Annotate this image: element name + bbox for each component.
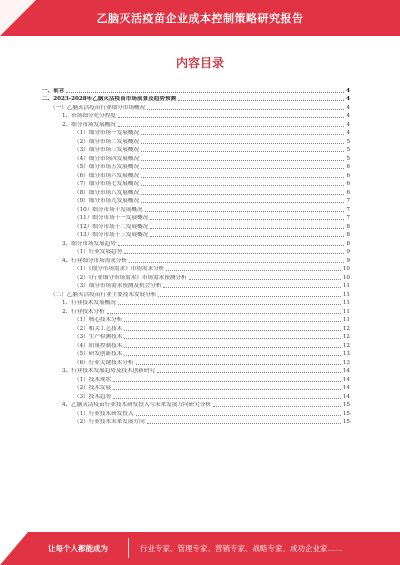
toc-entry-title: （12）细分市场十二发展概况 [74,223,149,230]
toc-entry[interactable] [42,197,350,206]
toc-entry-title: 1、行业技术发展概况 [62,300,116,306]
toc-entry-title: 2、行业技术分析 [62,308,105,315]
toc-dot-leader [124,355,341,356]
toc-entry-title: （9）细分市场九发展概况 [74,198,140,204]
toc-entry-title: （8）细分市场八发展概况 [74,189,140,196]
toc-entry[interactable] [42,188,350,197]
toc-entry-title: 2、细分市场发展概况 [62,121,116,128]
toc-dot-leader [141,185,344,186]
toc-entry-page-number: 11 [342,291,350,298]
toc-dot-leader [129,262,344,263]
toc-dot-leader [124,321,341,322]
toc-entry-title: （1）细分市场一发展概况 [74,130,140,136]
footer-slogan-right: 行业专家、管理专家、营销专家、战略专家、成功企业家…… [140,544,343,553]
toc-entry[interactable] [42,358,350,367]
toc-dot-leader [118,245,345,246]
toc-entry-title: （4）细分市场四发展概况 [74,155,140,162]
toc-entry-page-number: 14 [342,385,350,391]
toc-entry-page-number: 15 [342,402,350,408]
toc-entry[interactable] [42,103,350,112]
toc-entry[interactable] [42,180,350,189]
toc-dot-leader [124,338,341,339]
toc-entry-page-number: 8 [346,223,350,230]
toc-dot-leader [107,313,341,314]
toc-dot-leader [145,211,345,212]
toc-entry[interactable] [42,401,350,410]
toc-dot-leader [189,279,341,280]
toc-entry-title: （11）细分市场十一发展概况 [74,215,149,221]
toc-entry[interactable] [42,154,350,163]
toc-entry[interactable] [42,231,350,240]
toc-entry[interactable] [42,222,350,231]
toc-dot-leader [141,160,344,161]
toc-entry-page-number: 5 [346,155,350,162]
toc-entry-page-number: 4 [346,130,350,136]
toc-dot-leader [163,287,340,288]
toc-entry-title: （3）技术趋势 [74,393,112,400]
toc-dot-leader [66,92,344,93]
toc-entry-page-number: 6 [346,181,350,187]
toc-heading: 内容目录 [175,56,224,70]
toc-entry-title: （一）乙脑灭活疫苗行业细分市场概况 [50,104,146,111]
toc-entry-page-number: 13 [342,359,350,366]
toc-entry-title: （3）生产检测技术 [74,334,123,340]
toc-entry-page-number: 11 [342,308,350,315]
toc-entry-page-number: 4 [346,104,350,111]
toc-entry-page-number: 10 [342,274,350,281]
toc-entry-title: （3）细分市场三发展概况 [74,147,140,153]
toc-dot-leader [136,364,341,365]
toc-entry-title: 4、行业细分市场需求分析 [62,257,128,264]
toc-entry-page-number: 8 [346,232,350,238]
toc-entry[interactable] [42,409,350,418]
toc-dot-leader [157,372,341,373]
toc-entry-page-number: 12 [342,325,350,332]
toc-entry[interactable] [42,273,350,282]
toc-entry-page-number: 5 [346,147,350,153]
toc-entry-title: （1）行业技术研发投入 [74,410,134,417]
toc-entry-page-number: 15 [342,419,350,425]
toc-dot-leader [124,347,341,348]
toc-entry-page-number: 6 [346,189,350,196]
toc-entry-title: （6）细分市场六发展概况 [74,172,140,179]
toc-entry-title: （13）细分市场十三发展概况 [74,232,149,238]
toc-entry-title: （6）行业关键技术分析 [74,359,134,366]
toc-entry-page-number: 14 [342,376,350,383]
toc-entry-title: 4、乙脑灭活疫苗行业技术研发投入与未来发展方向研究分析 [62,402,211,408]
toc-entry[interactable] [42,214,350,223]
toc-entry-title: （5）细分市场五发展概况 [74,164,140,170]
footer-slant-decoration [0,532,28,565]
toc-entry[interactable] [42,163,350,172]
page-header [0,0,400,36]
toc-entry-page-number: 13 [342,351,350,357]
toc-entry[interactable] [42,265,350,274]
toc-entry-page-number: 4 [346,121,350,128]
toc-entry[interactable] [42,341,350,350]
toc-dot-leader [141,194,344,195]
toc-dot-leader [150,219,344,220]
toc-entry-page-number: 11 [342,300,350,306]
toc-entry-title: （4）质量控制技术 [74,342,123,349]
toc-entry-title: 3、细分市场发展趋势 [62,240,116,247]
toc-entry[interactable] [42,146,350,155]
toc-entry-title: 二、2023-2028年乙脑灭活疫苗市场前景及趋势预测 [42,96,177,102]
toc-dot-leader [118,117,345,118]
toc-entry-title: （1）《细分市场需求》市场需求分析 [74,266,165,272]
toc-dot-leader [166,270,341,271]
toc-dot-leader [141,151,344,152]
toc-entry[interactable] [42,384,350,393]
toc-entry-page-number: 10 [342,266,350,272]
toc-entry-page-number: 4 [346,96,350,102]
toc-entry-page-number: 4 [346,113,350,119]
toc-dot-leader [150,228,344,229]
toc-entry[interactable] [42,256,350,265]
toc-dot-leader [147,423,341,424]
toc-entry-title: （1）技术现状 [74,376,112,383]
toc-dot-leader [178,100,344,101]
footer-divider [128,538,129,558]
toc-entry[interactable] [42,375,350,384]
toc-dot-leader [158,296,341,297]
toc-entry[interactable] [42,367,350,376]
toc-entry-title: 一、前言 [42,87,65,94]
toc-entry[interactable] [42,282,350,291]
toc-entry-page-number: 8 [346,240,350,247]
page-footer [0,532,400,565]
toc-entry[interactable] [42,307,350,316]
toc-entry-title: （7）细分市场七发展概况 [74,181,140,187]
toc-entry[interactable] [42,333,350,342]
toc-entry[interactable] [42,137,350,146]
toc-dot-leader [124,330,341,331]
toc-entry[interactable] [42,205,350,214]
toc-entry-title: （10）细分市场十发展概况 [74,206,143,213]
toc-entry-page-number: 15 [342,410,350,417]
toc-entry-title: （二）乙脑灭活疫苗行业主要技术发展分析 [50,291,157,298]
toc-entry[interactable] [42,299,350,308]
toc-dot-leader [113,398,341,399]
toc-entry-title: （2）技术发展 [74,385,112,391]
toc-entry-page-number: 7 [346,206,350,213]
toc-dot-leader [141,202,344,203]
toc-dot-leader [141,143,344,144]
toc-entry-page-number: 14 [342,393,350,400]
toc-entry[interactable] [42,95,350,104]
toc-entry[interactable] [42,248,350,257]
table-of-contents [42,86,350,426]
toc-dot-leader [113,381,341,382]
toc-entry-title: （3）细分市场需求预测及机会分析 [74,283,162,289]
toc-entry-title: （2）《行业细分市场需求》市场需求预测分析 [74,274,187,281]
toc-dot-leader [118,126,345,127]
toc-entry-title: 1、市场细分充分程度 [62,113,116,119]
toc-entry-page-number: 9 [346,257,350,264]
toc-entry-page-number: 4 [346,87,350,94]
toc-entry-page-number: 14 [342,368,350,374]
toc-entry-page-number: 12 [342,342,350,349]
toc-entry-page-number: 7 [346,215,350,221]
toc-entry[interactable] [42,171,350,180]
toc-entry[interactable] [42,324,350,333]
toc-entry-page-number: 7 [346,198,350,204]
toc-entry[interactable] [42,392,350,401]
toc-entry-page-number: 6 [346,172,350,179]
toc-entry-page-number: 6 [346,164,350,170]
toc-entry-title: （1）行业发展趋势 [74,249,123,255]
toc-entry-title: （2）相关工艺技术 [74,325,123,332]
toc-dot-leader [124,253,344,254]
toc-dot-leader [118,304,341,305]
toc-entry[interactable] [42,112,350,121]
toc-dot-leader [141,168,344,169]
toc-entry-page-number: 5 [346,138,350,145]
footer-slogan-left: 让每个人都能成为 [48,544,108,553]
toc-dot-leader [113,389,341,390]
toc-dot-leader [136,415,341,416]
toc-dot-leader [141,177,344,178]
toc-entry-title: （2）细分市场二发展概况 [74,138,140,145]
toc-entry-page-number: 12 [342,334,350,340]
toc-entry[interactable] [42,290,350,299]
toc-entry[interactable] [42,129,350,138]
toc-entry-page-number: 9 [346,249,350,255]
toc-dot-leader [141,134,344,135]
toc-entry[interactable] [42,350,350,359]
toc-dot-leader [150,236,344,237]
toc-entry-title: （1）核心技术分析 [74,317,123,323]
toc-dot-leader [147,109,344,110]
toc-entry[interactable] [42,120,350,129]
toc-entry[interactable] [42,316,350,325]
toc-entry-title: （5）研发创新技术 [74,351,123,357]
toc-entry-page-number: 11 [342,283,350,289]
toc-entry-title: （2）行业技术未来发展方向 [74,419,145,425]
report-title: 乙脑灭活疫苗企业成本控制策略研究报告 [96,12,304,25]
toc-dot-leader [213,406,341,407]
toc-entry[interactable] [42,418,350,427]
toc-entry-title: 3、行业技术发展趋势及技术创新研究 [62,368,156,374]
toc-entry-page-number: 11 [342,317,350,323]
toc-entry[interactable] [42,86,350,95]
toc-entry[interactable] [42,239,350,248]
